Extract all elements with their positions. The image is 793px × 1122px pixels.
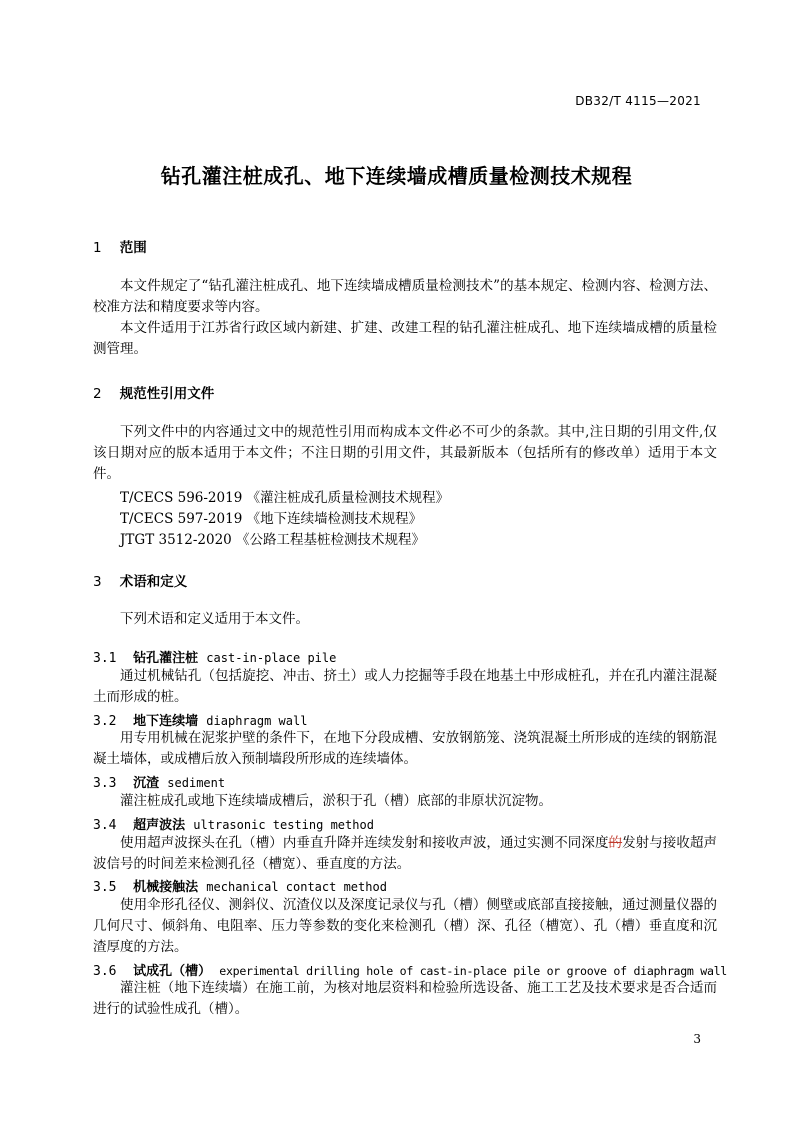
term-heading	[93, 960, 727, 979]
section-3-heading	[93, 570, 187, 590]
standard-code: DB32/T 4115—2021	[575, 94, 701, 108]
term-definition: 灌注桩（地下连续墙）在施工前，为核对地层资料和检验所选设备、施工工艺及技术要求是否合适而进行的试验性成孔（槽）。	[93, 980, 717, 1017]
document-title: 钻孔灌注桩成孔、地下连续墙成槽质量检测技术规程	[160, 164, 633, 188]
section-number: 3	[93, 574, 102, 590]
term-heading	[93, 710, 307, 729]
term-chinese: 钻孔灌注桩	[133, 651, 199, 666]
term-definition	[93, 833, 717, 875]
term-english: cast-in-place pile	[206, 651, 337, 665]
term-number: 3.3	[93, 776, 117, 791]
reference-item: T/CECS 597-2019 《地下连续墙检测技术规程》	[120, 511, 423, 527]
term-definition: 通过机械钻孔（包括旋挖、冲击、挤土）或人力挖掘等手段在地基土中形成桩孔，并在孔内灌注混凝土而形成的桩。	[93, 668, 717, 705]
section-1-paragraph-1: 本文件规定了“钻孔灌注桩成孔、地下连续墙成槽质量检测技术”的基本规定、检测内容、检测方法、校准方法和精度要求等内容。	[93, 278, 717, 315]
term-number: 3.1	[93, 651, 117, 666]
definition-text: 发射与接收超声波信号的时间差来检测孔径（槽宽）、垂直度的方法。	[93, 835, 718, 872]
reference-item: T/CECS 596-2019 《灌注桩成孔质量检测技术规程》	[120, 490, 450, 506]
term-english: mechanical contact method	[206, 880, 387, 894]
section-title: 范围	[119, 240, 147, 256]
term-number: 3.2	[93, 714, 117, 729]
page-number: 3	[693, 1032, 701, 1046]
term-definition: 灌注桩成孔或地下连续墙成槽后，淤积于孔（槽）底部的非原状沉淀物。	[120, 793, 552, 809]
term-definition: 用专用机械在泥浆护壁的条件下，在地下分段成槽、安放钢筋笼、浇筑混凝土所形成的连续的钢筋混凝土墙体，或成槽后放入预制墙段所形成的连续墙体。	[93, 730, 717, 767]
struck-text: 的	[608, 835, 623, 851]
term-number: 3.5	[93, 880, 117, 895]
term-number: 3.4	[93, 818, 117, 833]
section-2-heading	[93, 382, 214, 402]
term-chinese: 机械接触法	[133, 880, 199, 895]
section-number: 2	[93, 386, 102, 402]
term-chinese: 沉渣	[133, 776, 160, 791]
section-1-heading	[93, 236, 147, 256]
section-title: 术语和定义	[119, 574, 188, 590]
term-english: sediment	[167, 776, 226, 790]
term-heading	[93, 772, 225, 791]
term-chinese: 试成孔（槽）	[133, 964, 212, 979]
section-title: 规范性引用文件	[119, 386, 215, 402]
section-2-paragraph: 下列文件中的内容通过文中的规范性引用而构成本文件必不可少的条款。其中,注日期的引用文件,仅该日期对应的版本适用于本文件；不注日期的引用文件，其最新版本（包括所有的修改单）适用于本文件。	[93, 424, 717, 482]
term-heading	[93, 876, 387, 895]
term-number: 3.6	[93, 964, 117, 979]
term-english: diaphragm wall	[206, 714, 308, 728]
section-number: 1	[93, 240, 102, 256]
reference-item: JTGT 3512-2020 《公路工程基桩检测技术规程》	[120, 532, 426, 548]
term-english: experimental drilling hole of cast-in-place pile or groove of diaphragm wall	[219, 964, 727, 978]
definition-text: 使用超声波探头在孔（槽）内垂直升降并连续发射和接收声波，通过实测不同深度	[120, 835, 609, 851]
term-chinese: 地下连续墙	[133, 714, 199, 729]
term-heading	[93, 814, 374, 833]
term-definition: 使用伞形孔径仪、测斜仪、沉渣仪以及深度记录仪与孔（槽）侧壁或底部直接接触，通过测量仪器的几何尺寸、倾斜角、电阻率、压力等参数的变化来检测孔（槽）深、孔径（槽宽）、孔（槽）垂直度和沉渣厚度的方法。	[93, 897, 717, 955]
section-1-paragraph-2: 本文件适用于江苏省行政区域内新建、扩建、改建工程的钻孔灌注桩成孔、地下连续墙成槽的质量检测管理。	[93, 320, 717, 357]
term-english: ultrasonic testing method	[193, 818, 374, 832]
term-chinese: 超声波法	[133, 818, 186, 833]
section-3-intro: 下列术语和定义适用于本文件。	[120, 611, 309, 627]
term-heading	[93, 647, 336, 666]
